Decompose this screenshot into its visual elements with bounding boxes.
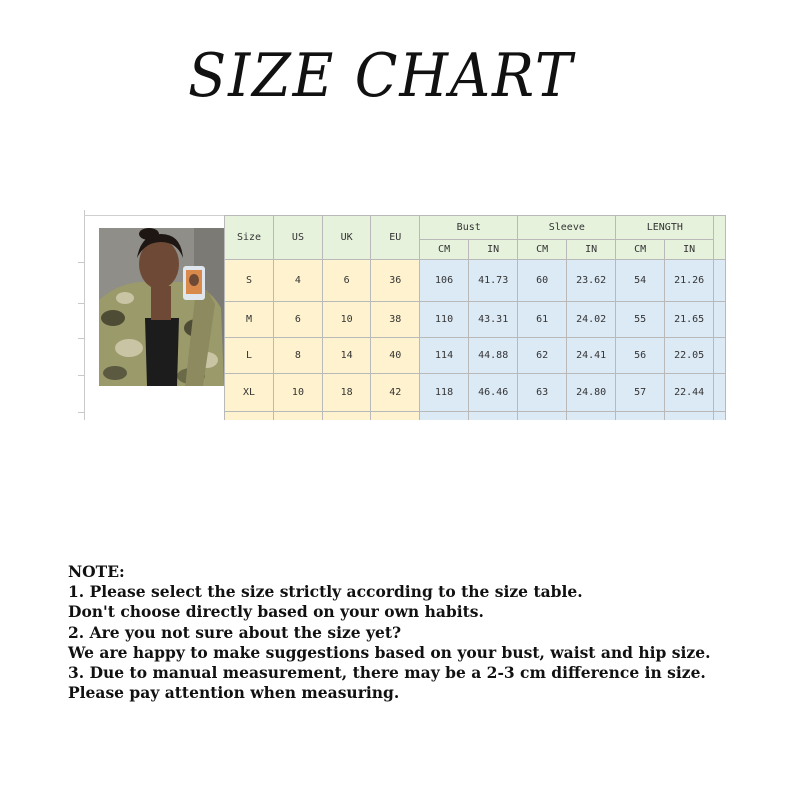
note-line: 3. Due to manual measurement, there may be a 2-3 cm difference in size. xyxy=(68,663,706,683)
page-title: SIZE CHART xyxy=(188,41,575,111)
sleeve-cm-cell: 63 xyxy=(518,374,567,412)
header-cut xyxy=(714,216,726,260)
cut-row-cell xyxy=(371,412,420,421)
table-row xyxy=(225,374,726,412)
sleeve-in-cell: 24.02 xyxy=(567,302,616,338)
note-line: 2. Are you not sure about the size yet? xyxy=(68,622,402,642)
note-line: 1. Please select the size strictly according to the size table. xyxy=(68,582,583,602)
note-line: We are happy to make suggestions based on your bust, waist and hip size. xyxy=(68,642,711,662)
size-chart-sheet xyxy=(78,210,726,420)
table-row xyxy=(225,412,726,421)
unit-bust-cm: CM xyxy=(420,240,469,260)
table-row xyxy=(225,260,726,302)
photo-cell xyxy=(84,215,224,420)
unit-length-in: IN xyxy=(664,240,713,260)
uk-cell: 10 xyxy=(322,302,371,338)
bust-cm-cell: 110 xyxy=(420,302,469,338)
eu-cell: 40 xyxy=(371,338,420,374)
us-cell: 8 xyxy=(274,338,323,374)
bust-in-cell: 41.73 xyxy=(469,260,518,302)
length-in-cell: 21.26 xyxy=(664,260,713,302)
note-line: Don't choose directly based on your own habits. xyxy=(68,602,484,622)
bust-in-cell: 44.88 xyxy=(469,338,518,374)
cut-row-cell xyxy=(469,412,518,421)
table-row xyxy=(225,338,726,374)
sleeve-in-cell: 23.62 xyxy=(567,260,616,302)
unit-length-cm: CM xyxy=(616,240,665,260)
header-size: Size xyxy=(225,216,274,260)
sleeve-in-cell: 24.80 xyxy=(567,374,616,412)
cut-row-cell xyxy=(664,412,713,421)
cut-row-cell xyxy=(322,412,371,421)
sleeve-cm-cell: 61 xyxy=(518,302,567,338)
uk-cell: 6 xyxy=(322,260,371,302)
header-uk: UK xyxy=(322,216,371,260)
size-table xyxy=(224,215,726,420)
length-in-cell: 22.44 xyxy=(664,374,713,412)
size-cell: L xyxy=(225,338,274,374)
bust-cm-cell: 118 xyxy=(420,374,469,412)
us-cell: 6 xyxy=(274,302,323,338)
eu-cell: 36 xyxy=(371,260,420,302)
sleeve-cm-cell: 60 xyxy=(518,260,567,302)
header-us: US xyxy=(274,216,323,260)
sleeve-in-cell: 24.41 xyxy=(567,338,616,374)
cut-row-cell xyxy=(714,412,726,421)
cut-row-cell xyxy=(420,412,469,421)
cut-row-cell xyxy=(518,412,567,421)
model-photo xyxy=(99,228,224,386)
length-cm-cell: 57 xyxy=(616,374,665,412)
size-cell: M xyxy=(225,302,274,338)
table-row xyxy=(225,302,726,338)
note-heading: NOTE: xyxy=(68,562,125,581)
uk-cell: 14 xyxy=(322,338,371,374)
eu-cell: 38 xyxy=(371,302,420,338)
bust-in-cell: 46.46 xyxy=(469,374,518,412)
us-cell: 10 xyxy=(274,374,323,412)
eu-cell: 42 xyxy=(371,374,420,412)
note-block xyxy=(68,562,768,703)
cut-cell xyxy=(714,302,726,338)
header-length: LENGTH xyxy=(616,216,714,240)
us-cell: 4 xyxy=(274,260,323,302)
bust-cm-cell: 114 xyxy=(420,338,469,374)
size-cell: S xyxy=(225,260,274,302)
cut-cell xyxy=(714,260,726,302)
length-in-cell: 21.65 xyxy=(664,302,713,338)
bust-in-cell: 43.31 xyxy=(469,302,518,338)
cut-cell xyxy=(714,338,726,374)
length-cm-cell: 56 xyxy=(616,338,665,374)
cut-row-cell xyxy=(567,412,616,421)
bust-cm-cell: 106 xyxy=(420,260,469,302)
unit-sleeve-in: IN xyxy=(567,240,616,260)
unit-sleeve-cm: CM xyxy=(518,240,567,260)
length-in-cell: 22.05 xyxy=(664,338,713,374)
uk-cell: 18 xyxy=(322,374,371,412)
sleeve-cm-cell: 62 xyxy=(518,338,567,374)
unit-bust-in: IN xyxy=(469,240,518,260)
note-line: Please pay attention when measuring. xyxy=(68,683,400,703)
cut-row-cell xyxy=(274,412,323,421)
cut-row-cell xyxy=(225,412,274,421)
header-sleeve: Sleeve xyxy=(518,216,616,240)
cut-row-cell xyxy=(616,412,665,421)
length-cm-cell: 54 xyxy=(616,260,665,302)
header-eu: EU xyxy=(371,216,420,260)
length-cm-cell: 55 xyxy=(616,302,665,338)
cut-cell xyxy=(714,374,726,412)
header-bust: Bust xyxy=(420,216,518,240)
size-cell: XL xyxy=(225,374,274,412)
